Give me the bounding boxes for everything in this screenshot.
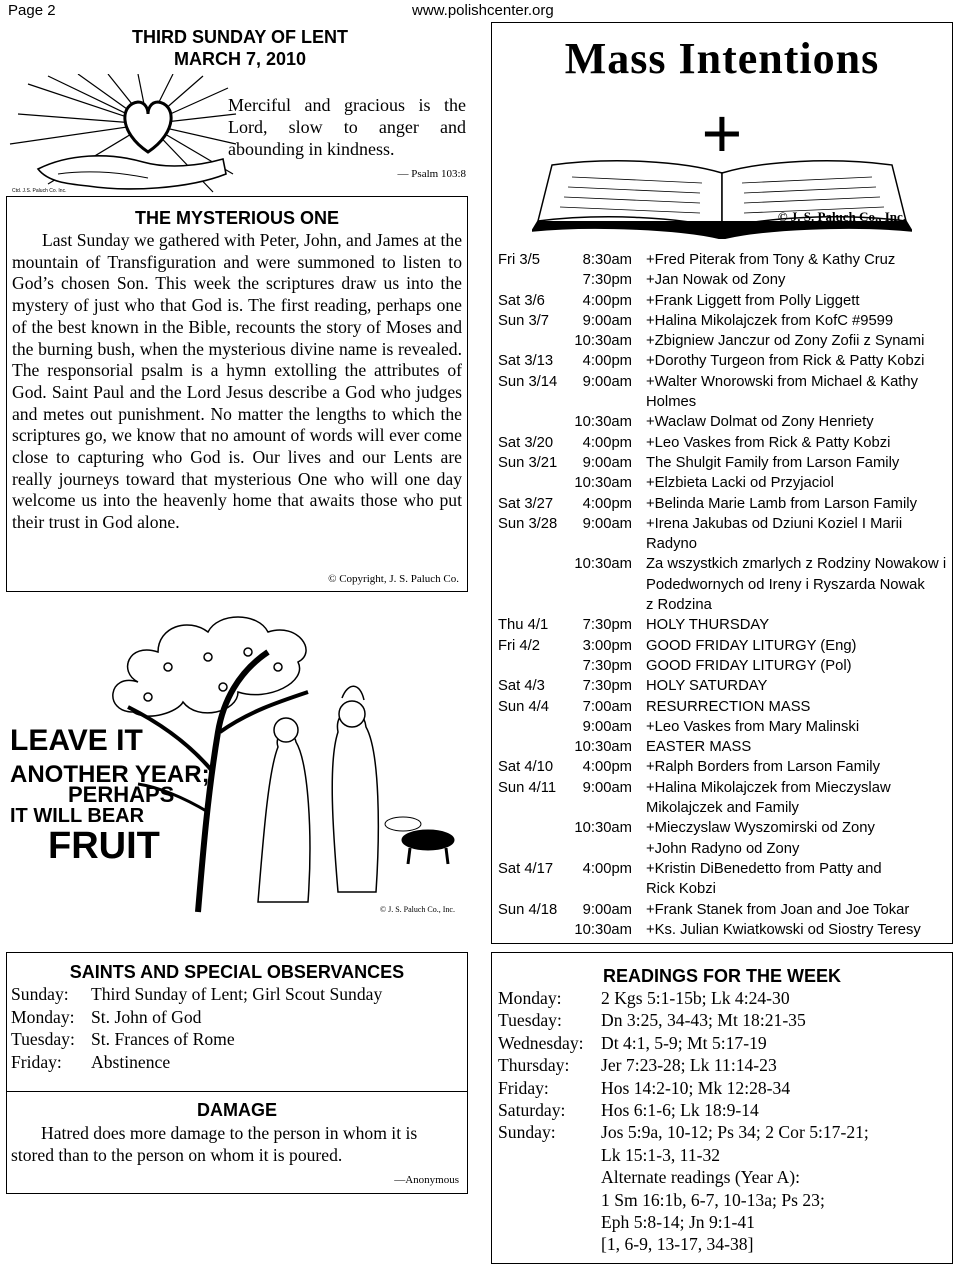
mass-time: 10:30am — [574, 414, 632, 431]
readings-extra-line: Eph 5:8-14; Jn 9:1-41 — [601, 1212, 755, 1233]
mass-intention: +Elzbieta Lacki od Przyjaciol — [646, 475, 834, 492]
readings-citation: Hos 6:1-6; Lk 18:9-14 — [601, 1100, 759, 1121]
saints-day-label: Monday: — [11, 1006, 75, 1027]
mass-row — [498, 412, 948, 432]
mass-row — [498, 270, 948, 290]
mass-intention: +Kristin DiBenedetto from Patty and — [646, 860, 882, 877]
readings-day-label: Thursday: — [498, 1055, 570, 1076]
mass-intention: +Belinda Marie Lamb from Larson Family — [646, 495, 917, 512]
sunday-title — [10, 26, 470, 70]
mass-intention: +Walter Wnorowski from Michael & Kathy — [646, 373, 919, 390]
mass-intention: Rick Kobzi — [646, 881, 716, 898]
mass-time: 8:30am — [582, 252, 632, 268]
mass-time: 4:00pm — [582, 353, 632, 370]
mass-intention: Radyno — [646, 536, 698, 553]
saints-row — [11, 983, 463, 1006]
fig-tree-illustration — [8, 612, 470, 924]
mass-day — [498, 879, 572, 899]
mass-day — [498, 412, 572, 432]
fruit-text-line4: IT WILL BEAR — [10, 805, 145, 827]
saints-day-label: Sunday: — [11, 984, 69, 1004]
mass-intention: +Frank Stanek from Joan and Joe Tokar — [646, 901, 910, 918]
mass-time: 9:00am — [582, 718, 632, 735]
readings-day-label: Monday: — [498, 988, 562, 1008]
mass-intentions-list — [498, 250, 948, 940]
mass-day — [498, 270, 572, 290]
damage-attribution: —Anonymous — [394, 1174, 459, 1186]
saints-heading: SAINTS AND SPECIAL OBSERVANCES — [69, 962, 405, 982]
mass-row — [498, 717, 948, 737]
psalm-citation: — Psalm 103:8 — [397, 168, 466, 180]
mass-row — [498, 453, 948, 473]
saints-observance: St. John of God — [91, 1006, 202, 1027]
mass-day — [498, 798, 572, 818]
mysterious-one-article — [6, 196, 468, 592]
mass-day: Sun 4/11 — [498, 779, 557, 796]
readings-citation: Dt 4:1, 5-9; Mt 5:17-19 — [601, 1032, 767, 1053]
mass-row — [498, 818, 948, 838]
article-copyright: © Copyright, J. S. Paluch Co. — [328, 573, 459, 585]
mass-intention: RESURRECTION MASS — [646, 698, 811, 715]
mass-intention: +Ralph Borders from Larson Family — [646, 759, 880, 776]
mass-time: 4:00pm — [582, 292, 632, 309]
mass-intention: +Halina Mikolajczek from Mieczyslaw — [646, 779, 891, 796]
mass-row — [498, 595, 948, 615]
readings-list — [498, 987, 946, 1144]
mass-intention: +Frank Liggett from Polly Liggett — [646, 292, 860, 309]
mass-row — [498, 798, 948, 818]
mass-day — [498, 595, 572, 615]
saints-observance: St. Frances of Rome — [91, 1029, 235, 1050]
saints-row — [11, 1006, 463, 1029]
mass-intention: Mikolajczek and Family — [646, 800, 799, 817]
readings-day-label: Friday: — [498, 1077, 549, 1098]
readings-heading: READINGS FOR THE WEEK — [602, 966, 841, 986]
mass-row — [498, 778, 948, 798]
mass-day — [498, 473, 572, 493]
book-credit: © J. S. Paluch Co., Inc. — [777, 209, 906, 224]
mass-time: 7:00am — [582, 698, 632, 715]
mass-time: 9:00am — [582, 312, 632, 329]
mass-day: Sat 4/10 — [498, 759, 554, 776]
mass-intention: +Fred Piterak from Tony & Kathy Cruz — [646, 252, 896, 268]
mass-intention: +Mieczyslaw Wyszomirski od Zony — [646, 820, 875, 837]
mass-day — [498, 818, 572, 838]
mass-day: Sat 3/6 — [498, 292, 545, 309]
saints-observance: Abstinence — [91, 1051, 171, 1072]
mass-time: 10:30am — [574, 333, 632, 350]
mass-day: Thu 4/1 — [498, 617, 549, 634]
mass-time: 4:00pm — [582, 860, 632, 877]
mass-row — [498, 250, 948, 270]
mass-time: 10:30am — [574, 820, 632, 837]
mass-day: Sun 4/18 — [498, 901, 558, 918]
mass-row — [498, 859, 948, 879]
mass-intention: +Leo Vaskes from Mary Malinski — [646, 718, 860, 735]
mass-time: 7:30pm — [582, 272, 632, 289]
mass-day — [498, 575, 572, 595]
mass-intention: HOLY THURSDAY — [646, 617, 770, 634]
mass-row — [498, 514, 948, 534]
fruit-text-line2: ANOTHER YEAR; — [10, 761, 210, 788]
fruit-text-line3: PERHAPS — [68, 782, 175, 807]
mass-row — [498, 737, 948, 757]
readings-citation: Jer 7:23-28; Lk 11:14-23 — [601, 1055, 777, 1076]
svg-text:Ctd. J.S. Paluch Co. Inc.: Ctd. J.S. Paluch Co. Inc. — [12, 188, 67, 194]
mass-time — [572, 534, 632, 554]
mass-row — [498, 615, 948, 635]
mass-time: 10:30am — [574, 556, 632, 573]
mass-time: 10:30am — [574, 475, 632, 492]
mass-intentions-box — [491, 22, 953, 944]
mass-time — [572, 575, 632, 595]
readings-day-label: Wednesday: — [498, 1032, 584, 1053]
mass-time: 4:00pm — [582, 495, 632, 512]
mass-time: 9:00am — [582, 454, 632, 471]
mass-day: Fri 4/2 — [498, 637, 540, 654]
mass-day — [498, 534, 572, 554]
readings-citation: Dn 3:25, 34-43; Mt 18:21-35 — [601, 1010, 806, 1031]
page-number: Page 2 — [8, 2, 56, 19]
readings-citation: 2 Kgs 5:1-15b; Lk 4:24-30 — [601, 988, 790, 1008]
website-url[interactable]: www.polishcenter.org — [412, 2, 554, 19]
mass-row — [498, 697, 948, 717]
mass-time — [572, 595, 632, 615]
mass-intention: +Ks. Julian Kwiatkowski od Siostry Teresy — [646, 921, 921, 938]
mass-intention: Holmes — [646, 394, 697, 411]
mass-time: 10:30am — [574, 921, 632, 938]
mass-intention: +John Radyno od Zony — [646, 840, 800, 857]
readings-box — [491, 952, 953, 1264]
mass-day — [498, 331, 572, 351]
mass-day: Sat 3/13 — [498, 353, 554, 370]
saints-row — [11, 1028, 463, 1051]
sunday-title-line1: THIRD SUNDAY OF LENT — [131, 27, 349, 47]
psalm-verse: Merciful and gracious is the Lord, slow to anger and abounding in kindness. — [228, 95, 466, 159]
saints-observances-box — [6, 952, 468, 1092]
mass-row — [498, 473, 948, 493]
mass-time: 9:00am — [582, 901, 632, 918]
mass-day — [498, 717, 572, 737]
saints-observance: Third Sunday of Lent; Girl Scout Sunday — [91, 984, 383, 1004]
damage-heading: DAMAGE — [197, 1100, 277, 1120]
mass-time: 10:30am — [574, 739, 632, 756]
mass-day: Sun 3/7 — [498, 312, 550, 329]
mass-intention: GOOD FRIDAY LITURGY (Eng) — [646, 637, 857, 654]
mass-intention: Za wszystkich zmarlych z Rodziny Nowakow i — [646, 556, 947, 573]
mass-row — [498, 656, 948, 676]
mass-intention: GOOD FRIDAY LITURGY (Pol) — [646, 657, 852, 674]
mass-row — [498, 534, 948, 554]
mass-time: 4:00pm — [582, 759, 632, 776]
mass-time — [572, 392, 632, 412]
mass-day — [498, 737, 572, 757]
mass-row — [498, 879, 948, 899]
mass-time — [572, 839, 632, 859]
readings-extra-line: 1 Sm 16:1b, 6-7, 10-13a; Ps 23; — [601, 1189, 825, 1210]
mass-row — [498, 331, 948, 351]
mass-intention: +Dorothy Turgeon from Rick & Patty Kobzi — [646, 353, 925, 370]
mass-time — [572, 879, 632, 899]
fruit-art-credit: © J. S. Paluch Co., Inc. — [380, 905, 455, 914]
mass-row — [498, 351, 948, 371]
mass-day — [498, 392, 572, 412]
saints-list — [11, 983, 463, 1073]
readings-row — [498, 1099, 946, 1121]
readings-row — [498, 1032, 946, 1054]
mass-time: 9:00am — [582, 515, 632, 532]
mass-intention: Podedwornych od Ireny i Ryszarda Nowak — [646, 576, 925, 593]
readings-citation: Hos 14:2-10; Mk 12:28-34 — [601, 1077, 791, 1098]
mass-time: 9:00am — [582, 373, 632, 390]
mass-day — [498, 656, 572, 676]
mass-intention: +Halina Mikolajczek from KofC #9599 — [646, 312, 894, 329]
mass-time: 9:00am — [582, 779, 632, 796]
saints-row — [11, 1051, 463, 1074]
readings-row — [498, 1077, 946, 1099]
damage-box — [6, 1092, 468, 1194]
readings-day-label: Sunday: — [498, 1122, 556, 1143]
mass-intention: +Waclaw Dolmat od Zony Henriety — [646, 414, 874, 431]
readings-row — [498, 1121, 946, 1143]
mass-intention: z Rodzina — [646, 597, 712, 614]
mass-day: Sun 3/21 — [498, 454, 558, 471]
fruit-text-line5: FRUIT — [48, 825, 160, 867]
mass-day: Sun 3/28 — [498, 515, 558, 532]
heart-hands-illustration — [8, 74, 238, 196]
readings-day-label: Tuesday: — [498, 1010, 562, 1031]
mass-row — [498, 839, 948, 859]
mass-time: 7:30pm — [582, 678, 632, 695]
mass-row — [498, 433, 948, 453]
mass-row — [498, 920, 948, 940]
mass-row — [498, 392, 948, 412]
sunday-title-line2: MARCH 7, 2010 — [173, 49, 307, 69]
mass-row — [498, 676, 948, 696]
readings-row — [498, 1009, 946, 1031]
saints-day-label: Tuesday: — [11, 1029, 75, 1050]
readings-row — [498, 1054, 946, 1076]
mass-day: Sat 4/3 — [498, 678, 545, 695]
readings-extra — [498, 1144, 946, 1256]
mass-time — [572, 798, 632, 818]
mass-row — [498, 372, 948, 392]
mass-time: 7:30pm — [582, 657, 632, 674]
mass-intentions-title: Mass Intentions — [564, 34, 880, 83]
article-heading: THE MYSTERIOUS ONE — [134, 208, 340, 228]
mass-time: 7:30pm — [582, 617, 632, 634]
mass-day: Sat 4/17 — [498, 860, 554, 877]
mass-time: 4:00pm — [582, 434, 632, 451]
readings-extra-line: Lk 15:1-3, 11-32 — [601, 1144, 721, 1165]
mass-intention: +Irena Jakubas od Dziuni Koziel I Marii — [646, 515, 903, 532]
saints-day-label: Friday: — [11, 1051, 62, 1072]
mass-row — [498, 575, 948, 595]
mass-day: Sun 4/4 — [498, 698, 550, 715]
mass-intention: +Zbigniew Janczur od Zony Zofii z Synami — [646, 333, 925, 350]
mass-intention: +Jan Nowak od Zony — [646, 272, 786, 289]
cross-icon: + — [701, 94, 743, 172]
mass-intention: HOLY SATURDAY — [646, 678, 768, 695]
mass-day — [498, 554, 572, 574]
readings-day-label: Saturday: — [498, 1100, 566, 1121]
mass-intention: +Leo Vaskes from Rick & Patty Kobzi — [646, 434, 891, 451]
mass-day — [498, 839, 572, 859]
damage-text: Hatred does more damage to the person in whom it is stored than to the person on whom it is poured. — [11, 1123, 418, 1165]
mass-row — [498, 757, 948, 777]
mass-day: Fri 3/5 — [498, 252, 540, 268]
mass-day — [498, 920, 572, 940]
readings-extra-line: [1, 6-9, 13-17, 34-38] — [601, 1234, 754, 1255]
fruit-text-line1: LEAVE IT — [10, 724, 143, 757]
mass-day: Sat 3/27 — [498, 495, 554, 512]
mass-row — [498, 554, 948, 574]
readings-extra-line: Alternate readings (Year A): — [601, 1167, 801, 1188]
mass-row — [498, 636, 948, 656]
article-body: Last Sunday we gathered with Peter, John, and James at the mountain of Transfiguration and were summoned to listen to God’s chosen Son. This week the scriptures draw us into the mystery of just who that God is. The first reading, perhaps one of the best known in the Bible, recounts the story of Moses and the burning bush, when the mysterious divine name is revealed. The responsorial psalm is a hymn extolling the attributes of God. Saint Paul and the Lord Jesus describe a God who judges and metes out punishment. No matter the lengths to which the scriptures go, we know that no amount of words will ever come close to capturing who God is. Our lives and our Lents are really journeys toward that mysterious One who will one day welcome us into the heavenly home that awaits those who put their trust in God alone. — [12, 230, 462, 533]
mass-day: Sun 3/14 — [498, 373, 558, 390]
mass-intention: EASTER MASS — [646, 739, 752, 756]
mass-day: Sat 3/20 — [498, 434, 554, 451]
mass-row — [498, 900, 948, 920]
readings-row — [498, 987, 946, 1009]
mass-time: 3:00pm — [582, 637, 632, 654]
mass-intention: The Shulgit Family from Larson Family — [646, 454, 900, 471]
mass-row — [498, 311, 948, 331]
readings-citation: Jos 5:9a, 10-12; Ps 34; 2 Cor 5:17-21; — [601, 1122, 869, 1143]
mass-row — [498, 494, 948, 514]
mass-row — [498, 291, 948, 311]
